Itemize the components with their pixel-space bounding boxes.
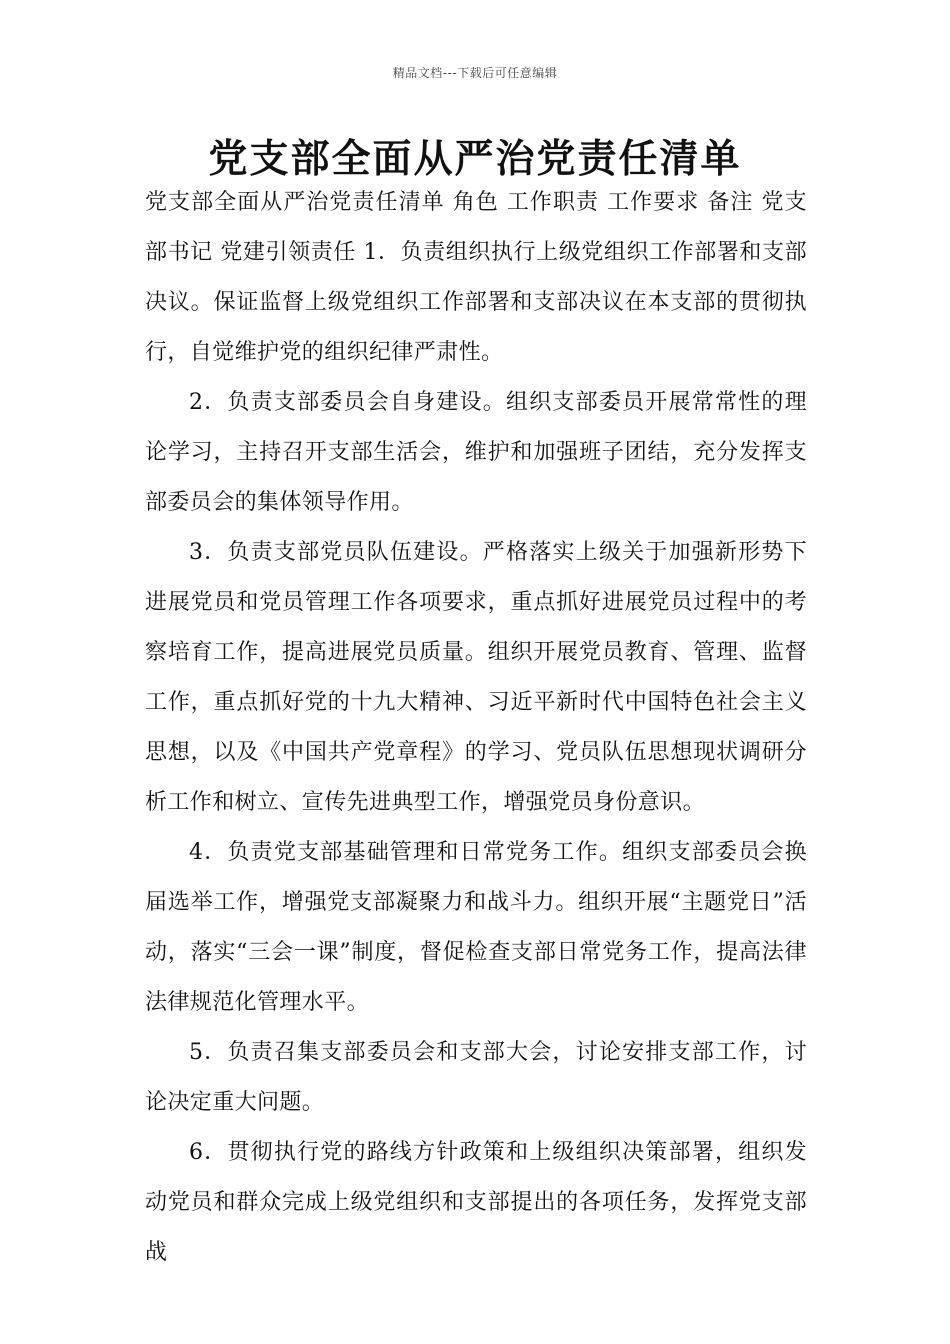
paragraph-item-5: 5．负责召集支部委员会和支部大会，讨论安排支部工作，讨论决定重大问题。 — [145, 1040, 807, 1115]
document-body — [145, 178, 807, 1278]
paragraph-item-4: 4．负责党支部基础管理和日常党务工作。组织支部委员会换届选举工作，增强党支部凝聚力和战斗力。组织开展“主题党日”活动，落实“三会一课”制度，督促检查支部日常党务工作，提高法律法律规范化管理水平。 — [145, 840, 807, 1015]
paragraph-item-3: 3．负责支部党员队伍建设。严格落实上级关于加强新形势下进展党员和党员管理工作各项要求，重点抓好进展党员过程中的考察培育工作，提高进展党员质量。组织开展党员教育、管理、监督工作，重点抓好党的十九大精神、习近平新时代中国特色社会主义思想，以及《中国共产党章程》的学习、党员队伍思想现状调研分析工作和树立、宣传先进典型工作，增强党员身份意识。 — [145, 540, 807, 815]
header-note: 精品文档---下载后可任意编辑 — [392, 66, 558, 80]
paragraph-intro: 党支部全面从严治党责任清单 角色 工作职责 工作要求 备注 党支部书记 党建引领责任 1．负责组织执行上级党组织工作部署和支部决议。保证监督上级党组织工作部署和支部决议在本支部的贯彻执行，自觉维护党的组织纪律严肃性。 — [145, 190, 807, 365]
document-title: 党支部全面从严治党责任清单 — [208, 137, 742, 182]
paragraph-item-2: 2．负责支部委员会自身建设。组织支部委员开展常常性的理论学习，主持召开支部生活会，维护和加强班子团结，充分发挥支部委员会的集体领导作用。 — [145, 390, 807, 515]
paragraph-item-6: 6．贯彻执行党的路线方针政策和上级组织决策部署，组织发动党员和群众完成上级党组织和支部提出的各项任务，发挥党支部战 — [145, 1140, 807, 1265]
